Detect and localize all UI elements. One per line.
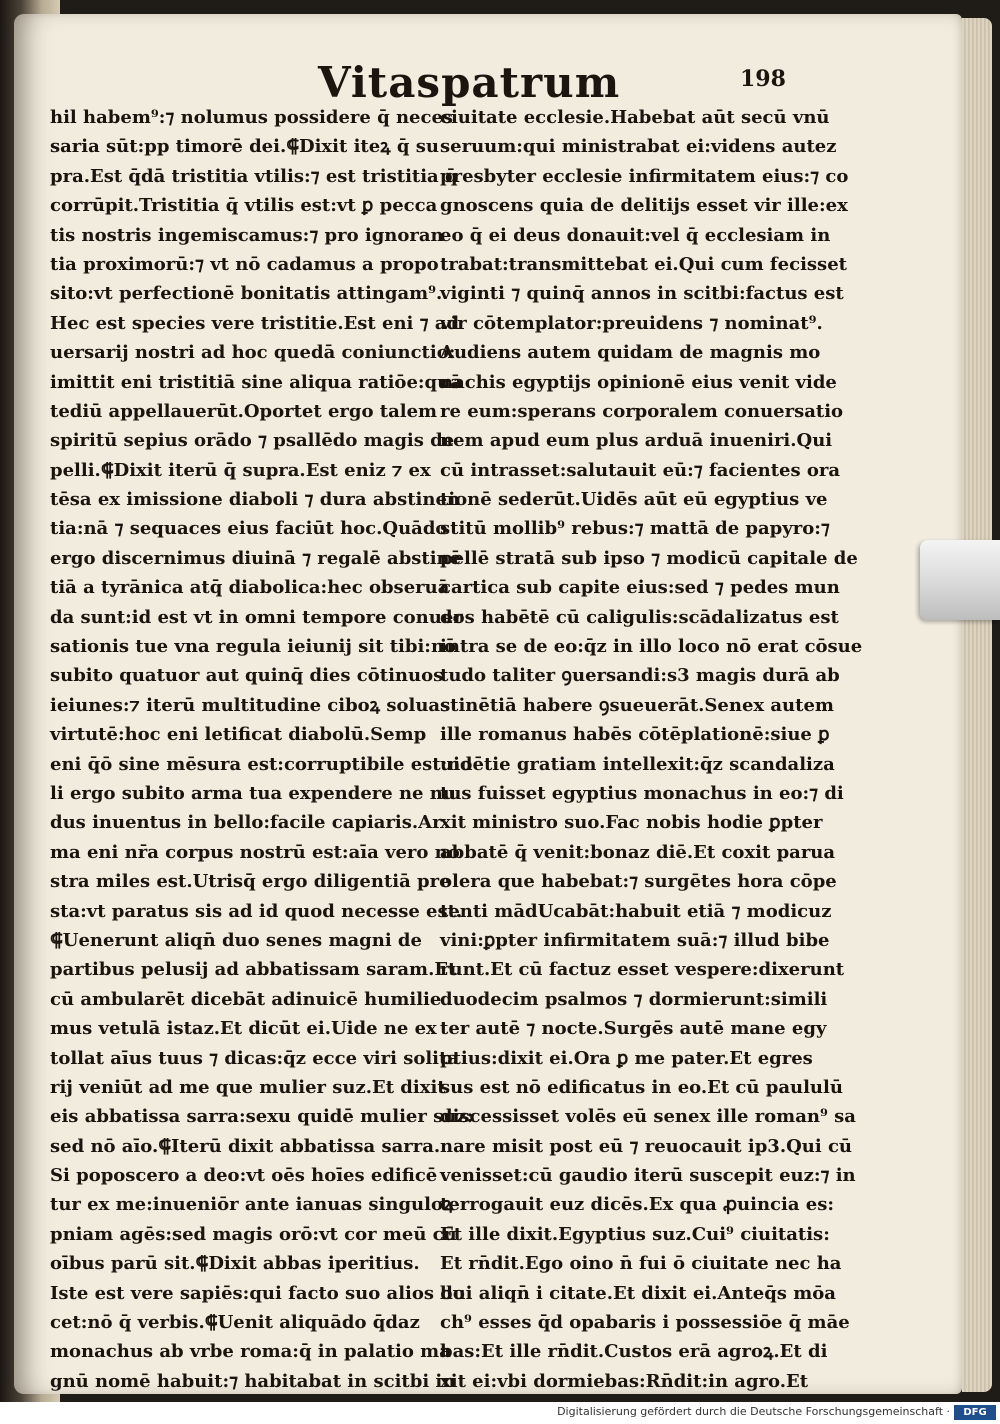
text-line: ille romanus habēs cōtēplationē:siue ꝑ xyxy=(440,724,830,746)
text-line: tur ex me:inueniōr ante ianuas singuloꝝ xyxy=(50,1194,454,1216)
text-line: eis abbatissa sarra:sexu quidē mulier suz: xyxy=(50,1106,474,1128)
text-line: olera que habebat:⁊ surgētes hora cōpe xyxy=(440,871,837,893)
text-line: cartica sub capite eius:sed ⁊ pedes mun xyxy=(440,577,840,599)
text-line: dos habētē cū caligulis:scādalizatus est xyxy=(440,606,839,628)
text-line: nachis egyptijs opinionē eius venit vide xyxy=(440,371,837,393)
text-line: tis nostris ingemiscamus:⁊ pro ignoran xyxy=(50,224,444,246)
text-line: venisset:cū gaudio iterū suscepit euz:⁊ in xyxy=(440,1165,856,1187)
right-text-column xyxy=(440,103,863,1396)
text-line: pra.Est q̄dā tristitia vtilis:⁊ est tristitia q̄ xyxy=(50,165,458,187)
text-line: tediū appellauerūt.Oportet ergo talem xyxy=(50,400,438,422)
text-line: rij veniūt ad me que mulier suz.Et dixit xyxy=(50,1076,446,1098)
dfg-logo: DFG xyxy=(954,1405,996,1420)
text-line: da sunt:id est vt in omni tempore conuer xyxy=(50,606,463,628)
page-edges xyxy=(962,18,992,1392)
folio-number: 198 xyxy=(740,66,786,92)
text-line: stinētiā habere ꝯsueuerāt.Senex autem xyxy=(440,694,834,716)
text-line: eo q̄ ei deus donauit:vel q̄ ecclesiam in xyxy=(440,224,831,246)
text-line: vini:ꝑpter infirmitatem suā:⁊ illud bibe xyxy=(440,929,830,951)
text-line: ch⁹ esses q̄d opabaris i possessiōe q̄ māe xyxy=(440,1312,850,1334)
text-line: uidētie gratiam intellexit:q̄z scandaliza xyxy=(440,753,835,775)
text-line: uersarij nostri ad hoc quedā coniunctio: xyxy=(50,342,456,364)
text-line: ter autē ⁊ nocte.Surgēs autē mane egy xyxy=(440,1018,827,1040)
text-line: ieiunes:⁊ iterū multitudine ciboꝝ soluas xyxy=(50,694,451,716)
text-line: ciuitate ecclesie.Habebat aūt secū vnū xyxy=(440,107,830,128)
text-line: cū intrasset:salutauit eū:⁊ facientes ora xyxy=(440,459,841,481)
text-line: Audiens autem quidam de magnis mo xyxy=(440,342,821,364)
text-line: imittit eni tristitiā sine aliqua ratiōe:quā xyxy=(50,371,462,393)
text-line: hil habem⁹:⁊ nolumus possidere q̄ neces xyxy=(50,107,454,128)
text-line: re eum:sperans corporalem conuersatio xyxy=(440,400,844,422)
text-line: ma eni nr̄a corpus nostrū est:aīa vero no xyxy=(50,841,460,863)
text-line: Et ille dixit.Egyptius suz.Cui⁹ ciuitatis: xyxy=(440,1223,830,1245)
text-line: tia:nā ⁊ sequaces eius faciūt hoc.Quādo xyxy=(50,518,448,540)
text-line: tiā a tyrānica atq̄ diabolica:hec obseruā xyxy=(50,577,450,599)
text-line: ⸿Uenerunt aliqn̄ duo senes magni de xyxy=(50,929,422,951)
text-line: dus inuentus in bello:facile capiaris.Ar xyxy=(50,812,442,834)
text-line: tollat aīus tuus ⁊ dicas:q̄z ecce viri solita xyxy=(50,1047,459,1069)
text-line: gnū nomē habuit:⁊ habitabat in scitbi in xyxy=(50,1370,456,1392)
text-line: Iste est vere sapiēs:qui facto suo alios do xyxy=(50,1282,465,1304)
text-line: vir cōtemplator:preuidens ⁊ nominat⁹. xyxy=(440,312,823,334)
text-line: discessisset volēs eū senex ille roman⁹ sa xyxy=(440,1106,856,1128)
text-line: bui aliqn̄ i citate.Et dixit ei.Anteq̄s mōa xyxy=(440,1282,836,1304)
text-line: sta:vt paratus sis ad id quod necesse est. xyxy=(50,900,463,922)
text-line: li ergo subito arma tua expendere ne nu xyxy=(50,782,456,804)
text-line: pellē stratā sub ipso ⁊ modicū capitale de xyxy=(440,547,858,569)
text-line: Hec est species vere tristitie.Est eni ⁊ ad xyxy=(50,312,460,334)
text-line: pelli.⸿Dixit iterū q̄ supra.Est eniz ⁊ ex xyxy=(50,459,431,481)
text-line: xit ministro suo.Fac nobis hodie ꝑpter xyxy=(440,812,823,834)
text-line: abbatē q̄ venit:bonaz diē.Et coxit parua xyxy=(440,841,836,863)
text-line: nare misit post eū ⁊ reuocauit ip3.Qui cū xyxy=(440,1135,853,1157)
text-line: sito:vt perfectionē bonitatis attingam⁹. xyxy=(50,283,443,305)
text-line: stra miles est.Utrisq̄ ergo diligentiā pre xyxy=(50,871,451,893)
text-line: saria sūt:pp timorē dei.⸿Dixit iteꝝ q̄ su xyxy=(50,136,439,158)
digitization-footer xyxy=(0,1402,1000,1424)
text-line: oībus parū sit.⸿Dixit abbas iperitius. xyxy=(50,1253,420,1275)
text-line: eni q̄ō sine mēsura est:corruptibile est:no xyxy=(50,753,473,775)
text-line: tenti mādUcabāt:habuit etiā ⁊ modicuz xyxy=(440,900,832,922)
text-line: trabat:transmittebat ei.Qui cum fecisset xyxy=(440,253,847,275)
text-line: monachus ab vrbe roma:q̄ in palatio ma xyxy=(50,1341,451,1363)
text-line: seruum:qui ministrabat ei:videns autez xyxy=(440,136,837,158)
left-text-column xyxy=(50,103,474,1396)
text-line: runt.Et cū factuz esset vespere:dixerunt xyxy=(440,959,845,981)
text-line: gnoscens quia de delitijs esset vir ille:ex xyxy=(440,195,848,217)
text-line: mus vetulā istaz.Et dicūt ei.Uide ne ex xyxy=(50,1018,437,1040)
text-line: xit ei:vbi dormiebas:Rn̄dit:in agro.Et xyxy=(440,1370,809,1392)
text-line: pniam agēs:sed magis orō:vt cor meū cū xyxy=(50,1223,457,1245)
text-line: terrogauit euz dicēs.Ex qua ꝓuincia es: xyxy=(440,1194,834,1216)
text-line: spiritū sepius orādo ⁊ psallēdo magis de xyxy=(50,430,455,452)
text-line: virtutē:hoc eni letificat diabolū.Semp xyxy=(50,724,427,746)
text-line: stitū mollib⁹ rebus:⁊ mattā de papyro:⁊ xyxy=(440,518,830,540)
text-line: tionē sederūt.Uidēs aūt eū egyptius ve xyxy=(440,489,828,511)
text-line: Et rn̄dit.Ego oino n̄ fui ō ciuitate nec ha xyxy=(440,1253,842,1275)
text-line: partibus pelusij ad abbatissam saram.Et xyxy=(50,959,457,981)
text-line: corrūpit.Tristitia q̄ vtilis est:vt ꝑ pecca xyxy=(50,195,438,217)
text-line: subito quatuor aut quinq̄ dies cōtinuos xyxy=(50,665,444,687)
page-clip xyxy=(920,540,1000,620)
text-line: Si poposcero a deo:vt oēs hoīes edificē xyxy=(50,1165,438,1187)
text-line: ptius:dixit ei.Ora ꝑ me pater.Et egres xyxy=(440,1047,813,1069)
text-line: sed nō aīo.⸿Iterū dixit abbatissa sarra. xyxy=(50,1135,441,1157)
text-line: tudo taliter ꝯuersandi:s3 magis durā ab xyxy=(440,665,840,687)
text-line: intra se de eo:q̄z in illo loco nō erat cōsue xyxy=(440,636,863,658)
text-line: ergo discernimus diuinā ⁊ regalē abstinē xyxy=(50,547,462,569)
text-line: bas:Et ille rn̄dit.Custos erā agroꝝ.Et di xyxy=(440,1341,828,1363)
text-line: tēsa ex imissione diaboli ⁊ dura abstinen xyxy=(50,489,461,511)
text-line: tus fuisset egyptius monachus in eo:⁊ di xyxy=(440,782,844,804)
text-line: cū ambularēt dicebāt adinuicē humilie xyxy=(50,988,442,1010)
text-line: sus est nō edificatus in eo.Et cū paululū xyxy=(440,1076,843,1098)
text-line: viginti ⁊ quinq̄ annos in scitbi:factus est xyxy=(440,283,844,305)
text-line: duodecim psalmos ⁊ dormierunt:simili xyxy=(440,988,828,1010)
text-line: presbyter ecclesie infirmitatem eius:⁊ co xyxy=(440,165,849,187)
text-line: tia proximorū:⁊ vt nō cadamus a propo xyxy=(50,253,439,275)
text-line: sationis tue vna regula ieiunij sit tibi:nō xyxy=(50,636,457,658)
running-title: Vitaspatrum xyxy=(318,58,621,107)
funding-credit: Digitalisierung gefördert durch die Deutsche Forschungsgemeinschaft · xyxy=(557,1405,950,1418)
text-line: cet:nō q̄ verbis.⸿Uenit aliquādo q̄daz xyxy=(50,1312,420,1334)
text-line: nem apud eum plus arduā inueniri.Qui xyxy=(440,430,833,452)
